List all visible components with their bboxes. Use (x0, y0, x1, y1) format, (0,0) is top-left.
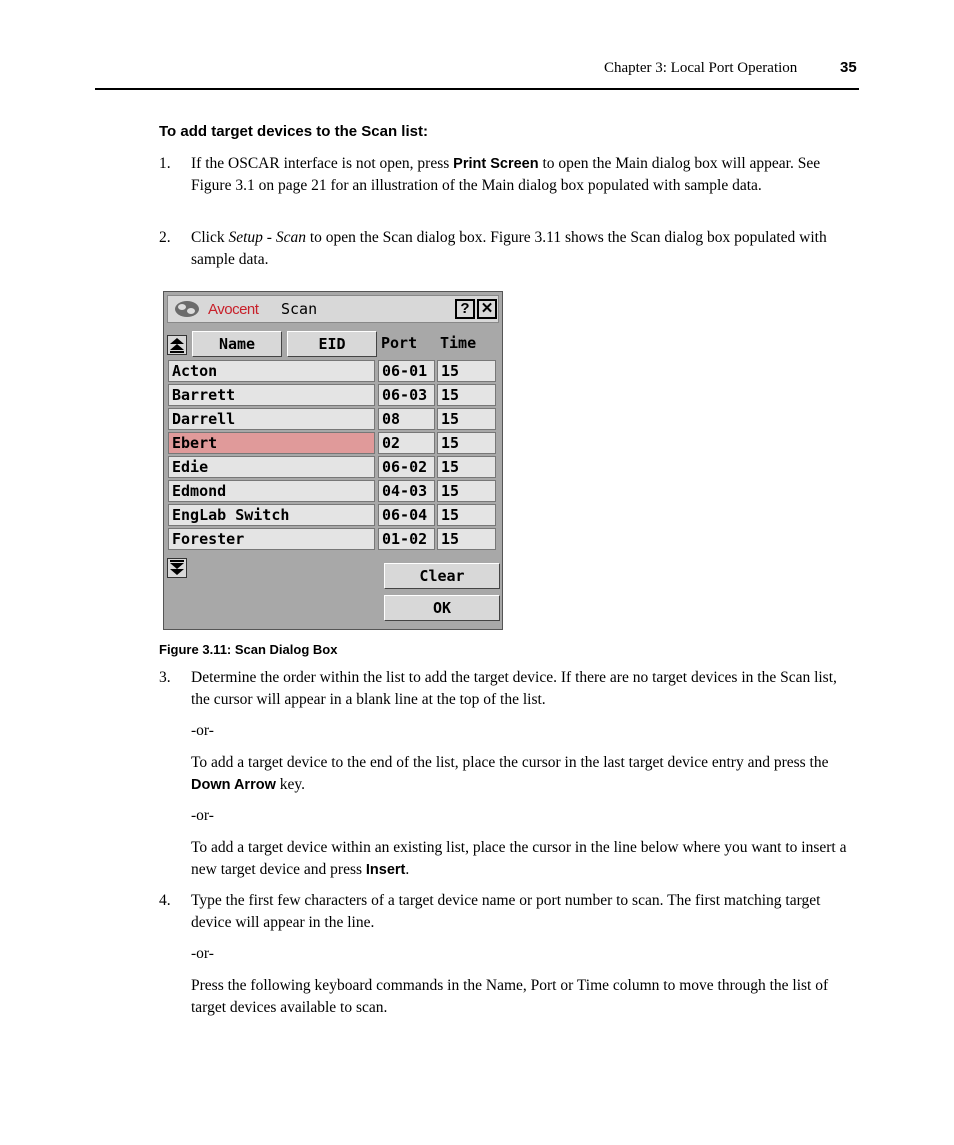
row-port-cell[interactable]: 06-02 (378, 456, 435, 478)
scan-dialog (163, 291, 503, 630)
step-text: Determine the order within the list to add the target device. If there are no target devices in the Scan list, the cursor will appear in a blank line at the top of the list. (191, 669, 837, 708)
row-port-cell[interactable]: 06-04 (378, 504, 435, 526)
text-run: To add a target device within an existing list, place the cursor in the line below where you want to insert a new target device and press (191, 839, 847, 878)
row-name-cell[interactable]: Edmond (168, 480, 375, 502)
row-time-cell[interactable]: 15 (437, 360, 496, 382)
key-name: Down Arrow (191, 777, 276, 793)
or-separator: -or- (191, 945, 214, 962)
row-port-cell[interactable]: 06-01 (378, 360, 435, 382)
clear-button[interactable]: Clear (384, 563, 500, 589)
row-port-cell[interactable]: 06-03 (378, 384, 435, 406)
step-3 (159, 667, 859, 711)
text-run: Click (191, 229, 229, 246)
scroll-down-button[interactable] (167, 558, 187, 578)
row-name-cell[interactable]: Edie (168, 456, 375, 478)
key-name: Insert (365, 862, 406, 878)
figure-caption: Figure 3.11: Scan Dialog Box (159, 642, 338, 657)
paragraph (191, 837, 859, 881)
row-port-cell[interactable]: 02 (378, 432, 435, 454)
double-up-arrow-icon (168, 336, 186, 354)
paragraph (191, 752, 859, 796)
step-text (191, 153, 859, 197)
text-run: to open the Scan dialog box. Figure 3.11 shows the Scan dialog box populated with sample data. (191, 229, 827, 268)
dialog-titlebar (167, 295, 499, 323)
row-time-cell[interactable]: 15 (437, 456, 496, 478)
step-number: 4. (159, 892, 171, 909)
menu-path: Setup - Scan (228, 229, 306, 246)
row-name-cell[interactable]: Barrett (168, 384, 375, 406)
step-number: 2. (159, 229, 171, 246)
dialog-title: Scan (281, 300, 318, 318)
page-number: 35 (840, 59, 857, 76)
row-time-cell[interactable]: 15 (437, 408, 496, 430)
step-1 (159, 153, 859, 197)
row-time-cell[interactable]: 15 (437, 504, 496, 526)
key-name: Print Screen (453, 156, 539, 172)
row-name-cell[interactable]: EngLab Switch (168, 504, 375, 526)
step-number: 3. (159, 669, 171, 686)
row-name-cell[interactable]: Ebert (168, 432, 375, 454)
row-name-cell[interactable]: Acton (168, 360, 375, 382)
row-name-cell[interactable]: Darrell (168, 408, 375, 430)
double-down-arrow-icon (168, 559, 186, 577)
section-title: To add target devices to the Scan list: (159, 123, 428, 140)
scroll-up-button[interactable] (167, 335, 187, 355)
column-port-header: Port (381, 334, 418, 352)
row-port-cell[interactable]: 01-02 (378, 528, 435, 550)
row-name-cell[interactable]: Forester (168, 528, 375, 550)
step-number: 1. (159, 155, 171, 172)
text-run: If the OSCAR interface is not open, press (191, 155, 454, 172)
step-4 (159, 890, 859, 934)
avocent-logo-icon (173, 299, 201, 319)
text-run: key. (275, 776, 305, 793)
running-header-chapter: Chapter 3: Local Port Operation (604, 60, 798, 76)
paragraph: Press the following keyboard commands in the Name, Port or Time column to move through the list of target devices available to scan. (191, 977, 829, 1016)
text-run: To add a target device to the end of the list, place the cursor in the last target device entry and press the (191, 754, 829, 771)
column-name-button[interactable]: Name (192, 331, 282, 357)
text-run: to open the Main dialog box will appear. See Figure 3.1 on page 21 for an illustration of the Main dialog box populated with sample data. (191, 155, 821, 194)
step-text: Type the first few characters of a target device name or port number to scan. The first matching target device will appear in the line. (191, 892, 821, 931)
or-separator: -or- (191, 722, 214, 739)
column-eid-button[interactable]: EID (287, 331, 377, 357)
text-run: . (405, 861, 410, 878)
step-text (191, 227, 859, 271)
row-time-cell[interactable]: 15 (437, 384, 496, 406)
row-time-cell[interactable]: 15 (437, 432, 496, 454)
column-time-header: Time (440, 334, 477, 352)
row-port-cell[interactable]: 04-03 (378, 480, 435, 502)
brand-name: Avocent (208, 301, 259, 318)
step-2 (159, 227, 859, 271)
row-time-cell[interactable]: 15 (437, 528, 496, 550)
ok-button[interactable]: OK (384, 595, 500, 621)
or-separator: -or- (191, 807, 214, 824)
header-divider (95, 88, 859, 90)
row-port-cell[interactable]: 08 (378, 408, 435, 430)
close-button[interactable]: ✕ (477, 299, 497, 319)
row-time-cell[interactable]: 15 (437, 480, 496, 502)
help-button[interactable]: ? (455, 299, 475, 319)
